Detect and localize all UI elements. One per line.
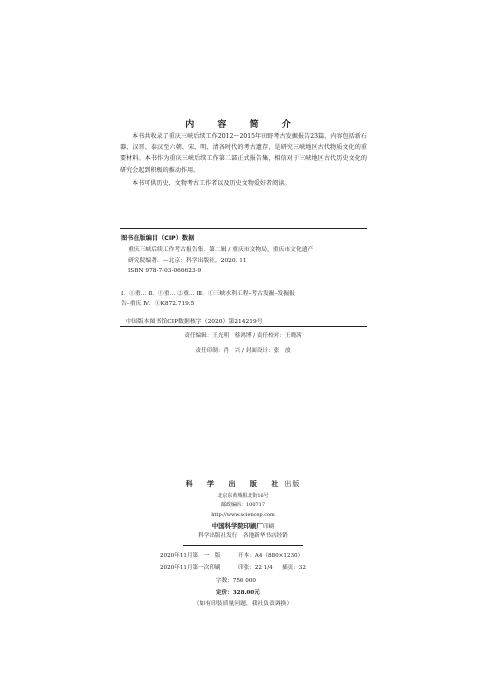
cip-record bbox=[128, 245, 366, 277]
cip-heading: 图书在版编目（CIP）数据 bbox=[121, 235, 195, 242]
printer-line bbox=[0, 523, 486, 531]
summary-text bbox=[120, 131, 367, 190]
divider-middle bbox=[120, 326, 367, 327]
publisher-name: 科 学 出 版 社 bbox=[185, 479, 285, 488]
staff-line-1: 责任编辑：王光明 蔡鸿博 / 责任校对：王晓茜 bbox=[184, 333, 302, 339]
printer-name: 中国科学院印刷厂 bbox=[211, 522, 263, 530]
summary-title: 内 容 简 介 bbox=[185, 120, 301, 130]
publisher-address: 北京东黄城根北街16号 bbox=[217, 493, 269, 499]
classification-line-2: 告–重庆 Ⅳ．①K872.719.5 bbox=[121, 301, 195, 307]
summary-paragraph: 本书共收录了重庆三峡后续工作2012～2015年田野考古发掘报告23篇，内容包括新石器、汉晋、泰汉至六朝、宋、明、清各时代的考古遗存，是研究三峡地区古代物质文化的重要材料。本书作为重庆三峡后续工作第二部正式报告集，相信对于三峡地区古代历史文化的研究会起到积极的推动作用。 bbox=[120, 133, 367, 174]
audience-paragraph: 本书可供历史、文物考古工作者以及历史文物爱好者阅读。 bbox=[132, 179, 291, 187]
staff-line-2: 责任印制：肖 兴 / 封面设计：张 放 bbox=[195, 348, 291, 354]
printer-suffix: 印刷 bbox=[262, 524, 275, 530]
classification-line-1: Ⅰ．①重… Ⅱ．①重… ②重… Ⅲ．①三峡水利工程–考古发掘–发掘报 bbox=[121, 291, 295, 297]
publisher-website: http://www.sciencep.com bbox=[211, 512, 275, 518]
publisher-line bbox=[0, 480, 486, 489]
book-format: 开本：A4（880×1230） bbox=[238, 553, 304, 559]
distribution-line: 科学出版社发行 各地新华书店经销 bbox=[198, 533, 288, 539]
divider-top bbox=[120, 228, 367, 229]
quality-notice: （如有印装质量问题，我社负责调换） bbox=[193, 601, 293, 607]
cip-classification bbox=[121, 289, 367, 309]
plate-pages: 插页：32 bbox=[282, 565, 306, 571]
printed-sheets: 印张：22 1/4 bbox=[238, 565, 273, 571]
edition-date: 2020年11月第 一 版 bbox=[160, 553, 221, 559]
cip-title-line-2: 研究院编著．—北京：科学出版社，2020. 11 bbox=[128, 257, 247, 264]
cip-isbn: ISBN 978-7-03-066623-9 bbox=[128, 268, 202, 274]
divider-publisher bbox=[183, 545, 303, 546]
cip-number: 中国版本图书馆CIP数据核字（2020）第214219号 bbox=[126, 319, 263, 325]
book-price: 定价：328.00元 bbox=[216, 590, 260, 596]
printing-date: 2020年11月第一次印刷 bbox=[160, 565, 221, 571]
publisher-postcode: 邮政编码：100717 bbox=[220, 502, 266, 508]
word-count: 字数：756 000 bbox=[216, 578, 256, 584]
publisher-name-suffix: 出版 bbox=[284, 480, 301, 488]
cip-title-line-1: 重庆三峡后续工作考古报告集．第二辑 / 重庆市文物局，重庆市文化遗产 bbox=[128, 247, 314, 253]
